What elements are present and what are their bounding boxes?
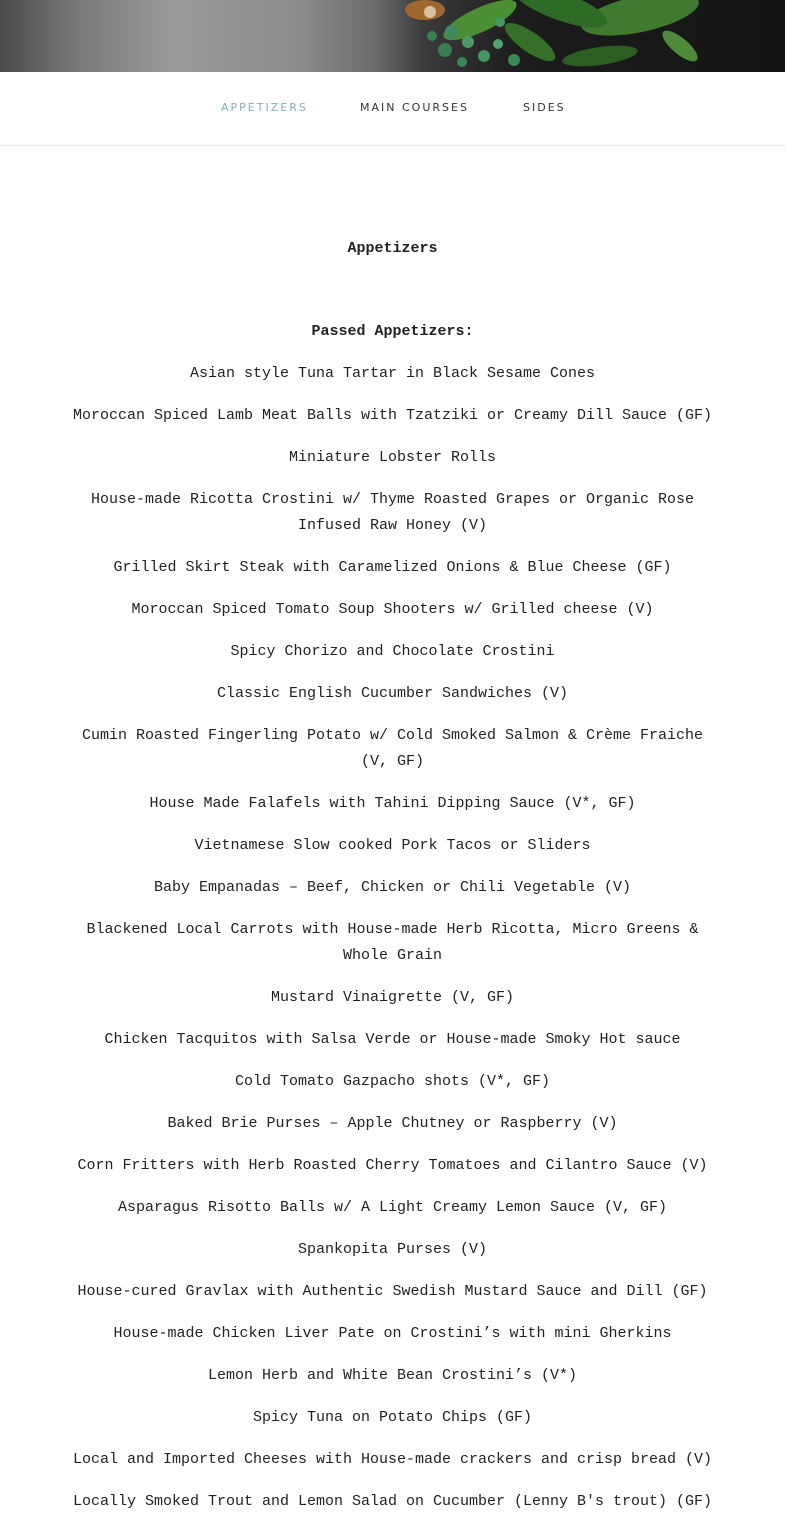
appetizer-list xyxy=(70,361,715,1515)
menu-item: Mustard Vinaigrette (V, GF) xyxy=(270,989,515,1006)
menu-item: House-cured Gravlax with Authentic Swedish Mustard Sauce and Dill (GF) xyxy=(77,1283,708,1300)
menu-item: Spicy Tuna on Potato Chips (GF) xyxy=(252,1409,533,1426)
tab-sides[interactable]: SIDES xyxy=(523,101,566,114)
menu-item: Classic English Cucumber Sandwiches (V) xyxy=(216,685,569,702)
menu-item: Moroccan Spiced Tomato Soup Shooters w/ Grilled cheese (V) xyxy=(131,601,654,618)
menu-content xyxy=(70,236,715,1531)
menu-item: Blackened Local Carrots with House-made Herb Ricotta, Micro Greens & Whole Grain xyxy=(86,921,699,964)
subsection-title: Passed Appetizers: xyxy=(311,323,474,340)
menu-item: Spicy Chorizo and Chocolate Crostini xyxy=(230,643,555,660)
menu-item: Baked Brie Purses – Apple Chutney or Raspberry (V) xyxy=(167,1115,618,1132)
menu-item: Miniature Lobster Rolls xyxy=(288,449,497,466)
menu-item: Cold Tomato Gazpacho shots (V*, GF) xyxy=(234,1073,551,1090)
menu-item: Corn Fritters with Herb Roasted Cherry Tomatoes and Cilantro Sauce (V) xyxy=(77,1157,708,1174)
menu-item: House-made Chicken Liver Pate on Crostini’s with mini Gherkins xyxy=(113,1325,672,1342)
hero-leaves-graphic xyxy=(0,0,785,72)
menu-item: Locally Smoked Trout and Lemon Salad on Cucumber (Lenny B's trout) (GF) xyxy=(72,1493,713,1510)
hero-image xyxy=(0,0,785,72)
menu-category-nav xyxy=(0,72,785,146)
tab-appetizers[interactable]: APPETIZERS xyxy=(221,101,308,114)
section-title: Appetizers xyxy=(347,240,438,257)
menu-item: Local and Imported Cheeses with House-made crackers and crisp bread (V) xyxy=(72,1451,713,1468)
menu-item: Baby Empanadas – Beef, Chicken or Chili Vegetable (V) xyxy=(153,879,632,896)
menu-item: Grilled Skirt Steak with Caramelized Onions & Blue Cheese (GF) xyxy=(113,559,672,576)
tab-main-courses[interactable]: MAIN COURSES xyxy=(360,101,469,114)
menu-item: Vietnamese Slow cooked Pork Tacos or Sliders xyxy=(194,837,591,854)
menu-item: Asian style Tuna Tartar in Black Sesame Cones xyxy=(189,365,596,382)
menu-item: Chicken Tacquitos with Salsa Verde or House-made Smoky Hot sauce xyxy=(104,1031,681,1048)
menu-item: Lemon Herb and White Bean Crostini’s (V*) xyxy=(207,1367,578,1384)
menu-item: House-made Ricotta Crostini w/ Thyme Roasted Grapes or Organic Rose Infused Raw Honey (V) xyxy=(90,491,695,534)
menu-item: Spankopita Purses (V) xyxy=(297,1241,488,1258)
menu-item: Cumin Roasted Fingerling Potato w/ Cold Smoked Salmon & Crème Fraiche (V, GF) xyxy=(81,727,704,770)
menu-item: House Made Falafels with Tahini Dipping Sauce (V*, GF) xyxy=(149,795,636,812)
menu-item: Moroccan Spiced Lamb Meat Balls with Tzatziki or Creamy Dill Sauce (GF) xyxy=(72,407,713,424)
menu-item: Asparagus Risotto Balls w/ A Light Creamy Lemon Sauce (V, GF) xyxy=(117,1199,668,1216)
